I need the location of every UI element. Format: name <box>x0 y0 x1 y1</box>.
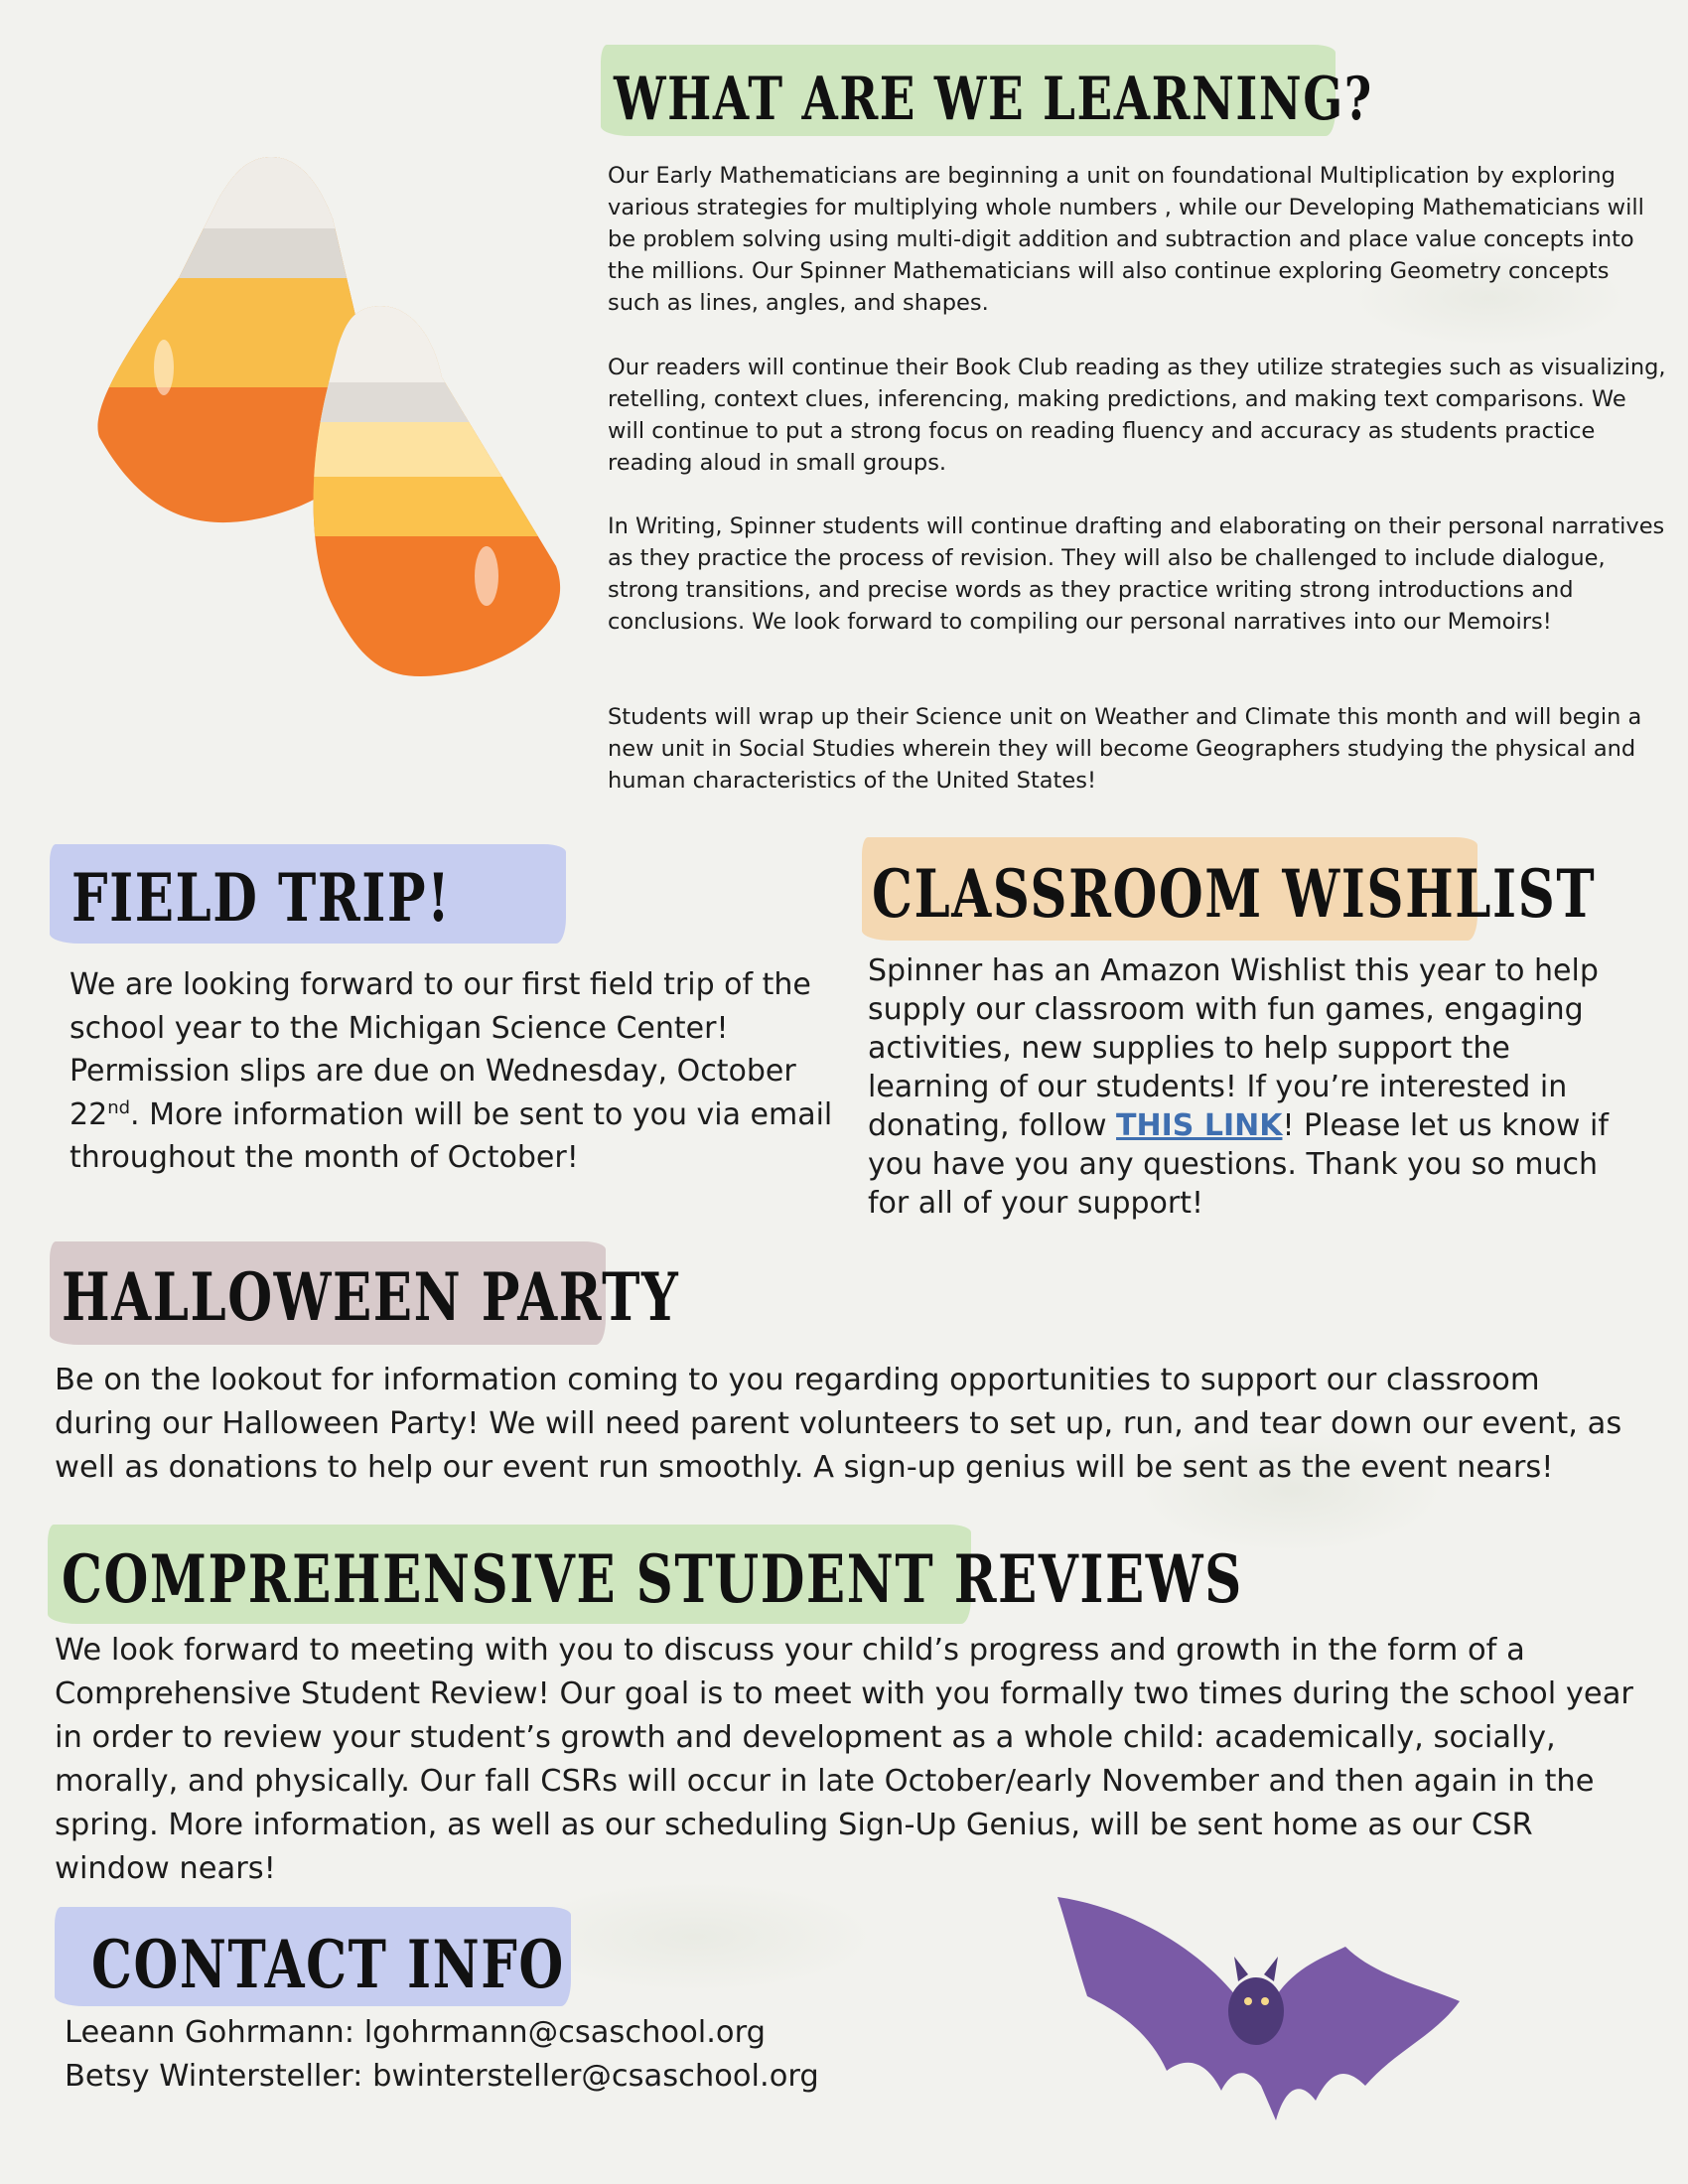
field-trip-text: We are looking forward to our first field trip of the school year to the Michigan Science Center! Permission slips are due on Wednesday, October 22nd. More information will be sent to you via email throughout the month of October! <box>70 967 833 1175</box>
wishlist-link[interactable]: THIS LINK <box>1116 1108 1283 1143</box>
reviews-text: We look forward to meeting with you to discuss your child’s progress and growth in the form of a Comprehensive Student Review! Our goal is to meet with you formally two times during the school year in order to review your student’s growth and development as a whole child: academically, socially, morally, and physically. Our fall CSRs will occur in late October/early November and then again in the spring. More information, as well as our scheduling Sign-Up Genius, will be sent home as our CSR window nears! <box>55 1633 1633 1886</box>
wishlist-text: Spinner has an Amazon Wishlist this year to help supply our classroom with fun games, engaging activities, new supplies to help support the learning of our students! If you’re interested in donating, follow THIS LINK! Please let us know if you have you any questions. Thank you so much for all of your support! <box>868 953 1609 1221</box>
wishlist-heading: CLASSROOM WISHLIST <box>872 855 1597 933</box>
learning-paragraph-reading: Our readers will continue their Book Club reading as they utilize strategies such as visualizing, retelling, context clues, inferencing, making predictions, and making text comparisons. We will continue to put a strong focus on reading fluency and accuracy as students practice reading aloud in small groups. <box>608 355 1666 476</box>
candy-corn-illustration <box>70 139 586 695</box>
field-trip-heading: FIELD TRIP! <box>71 859 452 937</box>
bat-illustration <box>1048 1887 1465 2125</box>
contact-line-gohrmann: Leeann Gohrmann: lgohrmann@csaschool.org <box>65 2015 766 2050</box>
halloween-heading: HALLOWEEN PARTY <box>62 1258 680 1336</box>
halloween-text: Be on the lookout for information coming to you regarding opportunities to support our classroom during our Halloween Party! We will need parent volunteers to set up, run, and tear down our event, as well as donations to help our event run smoothly. A sign-up genius will be sent as the event nears! <box>55 1363 1622 1485</box>
learning-paragraph-science: Students will wrap up their Science unit on Weather and Climate this month and will begin a new unit in Social Studies wherein they will become Geographers studying the physical and human characteristics of the United States! <box>608 704 1642 794</box>
contact-line-wintersteller: Betsy Wintersteller: bwintersteller@csaschool.org <box>65 2059 819 2094</box>
reviews-heading: COMPREHENSIVE STUDENT REVIEWS <box>62 1540 1243 1618</box>
contact-heading: CONTACT INFO <box>91 1926 565 2003</box>
learning-paragraph-writing: In Writing, Spinner students will continue drafting and elaborating on their personal narratives as they practice the process of revision. They will also be challenged to include dialogue, strong transitions, and precise words as they practice writing strong introductions and conclusions. We look forward to compiling our personal narratives into our Memoirs! <box>608 513 1665 635</box>
learning-heading: WHAT ARE WE LEARNING? <box>614 65 1373 134</box>
learning-paragraph-math: Our Early Mathematicians are beginning a unit on foundational Multiplication by exploring various strategies for multiplying whole numbers , while our Developing Mathematicians will be problem solving using multi-digit addition and subtraction and place value concepts into the millions. Our Spinner Mathematicians will also continue exploring Geometry concepts such as lines, angles, and shapes. <box>608 163 1644 316</box>
